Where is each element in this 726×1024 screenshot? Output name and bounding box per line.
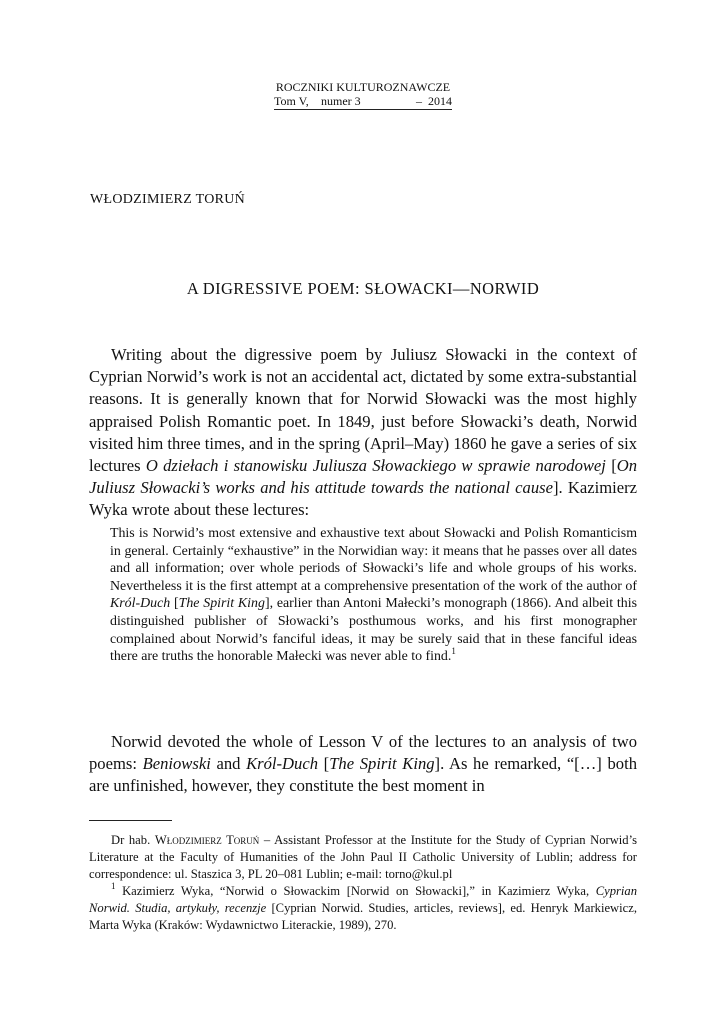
issue-number: numer 3	[321, 94, 361, 108]
block-quote	[110, 525, 637, 666]
footnote-divider	[89, 820, 172, 821]
text-run: [	[170, 596, 179, 612]
author-name-smallcaps: Włodzimierz Toruń	[154, 833, 260, 847]
author-name: WŁODZIMIERZ TORUŃ	[90, 192, 246, 207]
article-title: A DIGRESSIVE POEM: SŁOWACKI—NORWID	[186, 279, 540, 298]
footnote-1	[89, 883, 637, 934]
text-run: [Cyprian Norwid. Studies, articles, reviews], ed. Henryk Markiewicz, Marta Wyka (Kraków: Wydawnictwo Literackie, 1989), 270.	[89, 901, 637, 932]
italic-title: The Spirit King	[178, 596, 265, 612]
footnotes	[89, 832, 637, 934]
italic-title: Król-Duch	[246, 754, 318, 774]
author-note	[89, 832, 637, 883]
text-run: Norwid devoted the whole of Lesson V of the lectures to an analysis of two poems:	[89, 732, 637, 774]
year: 2014	[428, 94, 452, 108]
body-paragraph-1	[89, 344, 637, 522]
dash: –	[416, 94, 422, 108]
footnote-ref[interactable]: 1	[451, 646, 456, 657]
text-run: Kazimierz Wyka, “Norwid o Słowackim [Norwid on Słowacki],” in Kazimierz Wyka,	[115, 884, 596, 898]
text-run: ], earlier than Antoni Małecki’s monograph (1866). And albeit this distinguished publisher of Słowacki’s posthumous works, and his first monographer complained about Norwid’s fanciful ideas, it may be surely said that in these fanciful ideas there are truths the honorable Małecki was never able to find.	[110, 596, 637, 665]
italic-title: On Juliusz Słowacki’s works and his attitude towards the national cause	[89, 456, 637, 498]
text-run: [	[318, 754, 330, 774]
italic-title: Beniowski	[142, 754, 211, 774]
body-paragraph-2	[89, 731, 637, 798]
text-run: – Assistant Professor at the Institute for the Study of Cyprian Norwid’s Literature at the Faculty of Humanities of the John Paul II Catholic University of Lublin; address for correspondence: ul. Staszica 3, PL 20–081 Lublin; e-mail: torno@kul.pl	[89, 833, 637, 881]
italic-title: Król-Duch	[110, 596, 171, 612]
text-run: Writing about the digressive poem by Juliusz Słowacki in the context of Cyprian Norwid’s work is not an accidental act, dictated by some extra-substantial reasons. It is generally known that for Norwid Słowacki was the most highly appraised Polish Romantic poet. In 1849, just before Słowacki’s death, Norwid visited him three times, and in the spring (April–May) 1860 he gave a series of six lectures	[89, 345, 637, 476]
volume-line	[274, 94, 452, 110]
text-run: ]. Kazimierz Wyka wrote about these lectures:	[89, 478, 637, 520]
italic-title: O dziełach i stanowisku Juliusza Słowackiego w sprawie narodowej	[145, 456, 606, 476]
italic-title: Cyprian Norwid. Studia, artykuły, recenzje	[89, 884, 637, 915]
text-run: ]. As he remarked, “[…] both are unfinished, however, they constitute the best moment in	[89, 754, 637, 796]
text-run: This is Norwid’s most extensive and exhaustive text about Słowacki and Polish Romanticism in general. Certainly “exhaustive” in the Norwidian way: it means that he passes over all dates and all information; over whole periods of Słowacki’s life and whole groups of his works. Nevertheless it is the first attempt at a comprehensive presentation of the work of the author of	[110, 526, 637, 594]
journal-title: ROCZNIKI KULTUROZNAWCZE	[275, 80, 451, 94]
italic-title: The Spirit King	[329, 754, 435, 774]
text-run: [	[605, 456, 617, 476]
text-run: and	[210, 754, 247, 774]
text-run: Dr hab.	[111, 833, 155, 847]
footnote-number: 1	[111, 881, 116, 891]
journal-header	[0, 80, 726, 110]
volume: Tom V,	[274, 94, 309, 108]
